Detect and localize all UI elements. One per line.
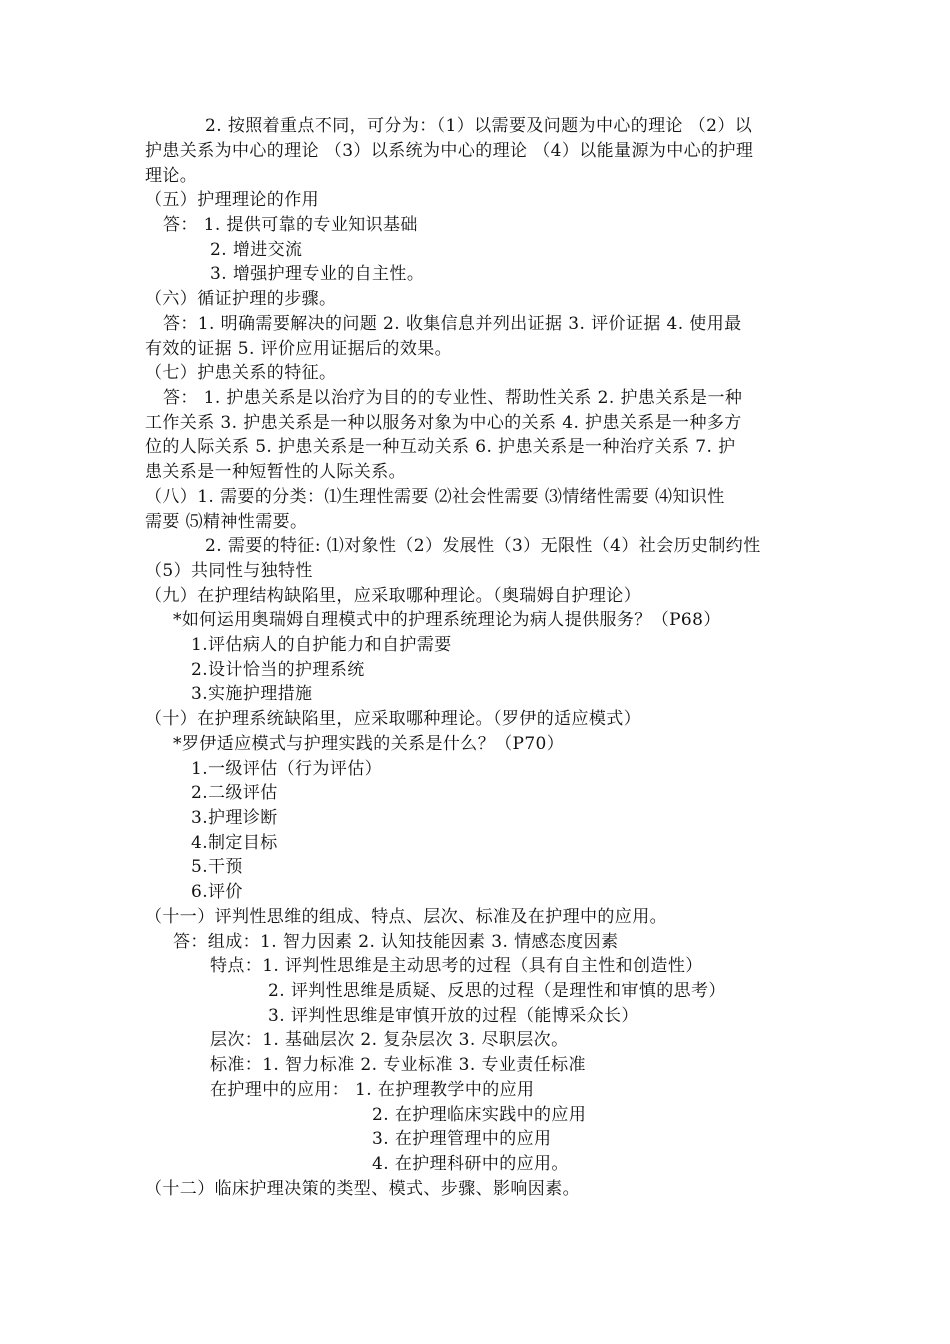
text-line: 2. 需要的特征: ⑴对象性（2）发展性（3）无限性（4）社会历史制约性 [205,536,761,556]
text-line: 答： 1. 提供可靠的专业知识基础 [163,215,418,235]
text-line: 2. 评判性思维是质疑、反思的过程（是理性和审慎的思考） [268,981,726,1001]
text-line: 4. 在护理科研中的应用。 [372,1154,569,1174]
text-line: （五）护理理论的作用 [145,190,319,210]
text-line: *如何运用奥瑞姆自理模式中的护理系统理论为病人提供服务？（P68） [173,610,721,630]
text-line: 需要 ⑸精神性需要。 [145,512,308,532]
text-line: 理论。 [145,166,198,186]
text-line: 2. 在护理临床实践中的应用 [372,1105,587,1125]
text-line: （十）在护理系统缺陷里，应采取哪种理论。（罗伊的适应模式） [145,709,642,729]
text-line: 答：1. 明确需要解决的问题 2. 收集信息并列出证据 3. 评价证据 4. 使用最 [163,314,742,334]
text-line: 工作关系 3. 护患关系是一种以服务对象为中心的关系 4. 护患关系是一种多方 [145,413,742,433]
text-line: 2. 增进交流 [210,240,303,260]
text-line: 3.护理诊断 [191,808,278,828]
text-line: （八）1. 需要的分类：⑴生理性需要 ⑵社会性需要 ⑶情绪性需要 ⑷知识性 [145,487,725,507]
text-line: 3. 评判性思维是审慎开放的过程（能博采众长） [268,1006,639,1026]
text-line: 3. 增强护理专业的自主性。 [210,264,425,284]
text-line: 答：组成：1. 智力因素 2. 认知技能因素 3. 情感态度因素 [173,932,619,952]
text-line: 护患关系为中心的理论 （3）以系统为中心的理论 （4）以能量源为中心的护理 [145,141,754,161]
text-line: 在护理中的应用： 1. 在护理教学中的应用 [210,1080,535,1100]
text-line: 5.干预 [191,857,243,877]
text-line: 2.设计恰当的护理系统 [191,660,365,680]
text-line: （七）护患关系的特征。 [145,363,337,383]
text-line: *罗伊适应模式与护理实践的关系是什么？（P70） [173,734,565,754]
text-line: 1.一级评估（行为评估） [191,759,383,779]
text-line: 2. 按照着重点不同，可分为：（1）以需要及问题为中心的理论 （2）以 [205,116,753,136]
text-line: 4.制定目标 [191,833,278,853]
text-line: 3.实施护理措施 [191,684,313,704]
text-line: 2.二级评估 [191,783,278,803]
text-line: 6.评价 [191,882,243,902]
text-line: 有效的证据 5. 评价应用证据后的效果。 [145,339,453,359]
text-line: 位的人际关系 5. 护患关系是一种互动关系 6. 护患关系是一种治疗关系 7. 护 [145,437,736,457]
text-line: 答： 1. 护患关系是以治疗为目的的专业性、帮助性关系 2. 护患关系是一种 [163,388,743,408]
text-line: （十二）临床护理决策的类型、模式、步骤、影响因素。 [145,1179,580,1199]
text-line: 1.评估病人的自护能力和自护需要 [191,635,452,655]
text-line: （九）在护理结构缺陷里，应采取哪种理论。（奥瑞姆自护理论） [145,586,642,606]
text-line: 患关系是一种短暂性的人际关系。 [145,462,406,482]
text-line: 3. 在护理管理中的应用 [372,1129,552,1149]
text-line: 层次：1. 基础层次 2. 复杂层次 3. 尽职层次。 [210,1030,569,1050]
text-line: 特点：1. 评判性思维是主动思考的过程（具有自主性和创造性） [210,956,703,976]
text-line: （六）循证护理的步骤。 [145,289,337,309]
text-line: （十一）评判性思维的组成、特点、层次、标准及在护理中的应用。 [145,907,667,927]
text-line: （5）共同性与独特性 [145,561,313,581]
text-line: 标准：1. 智力标准 2. 专业标准 3. 专业责任标准 [210,1055,586,1075]
